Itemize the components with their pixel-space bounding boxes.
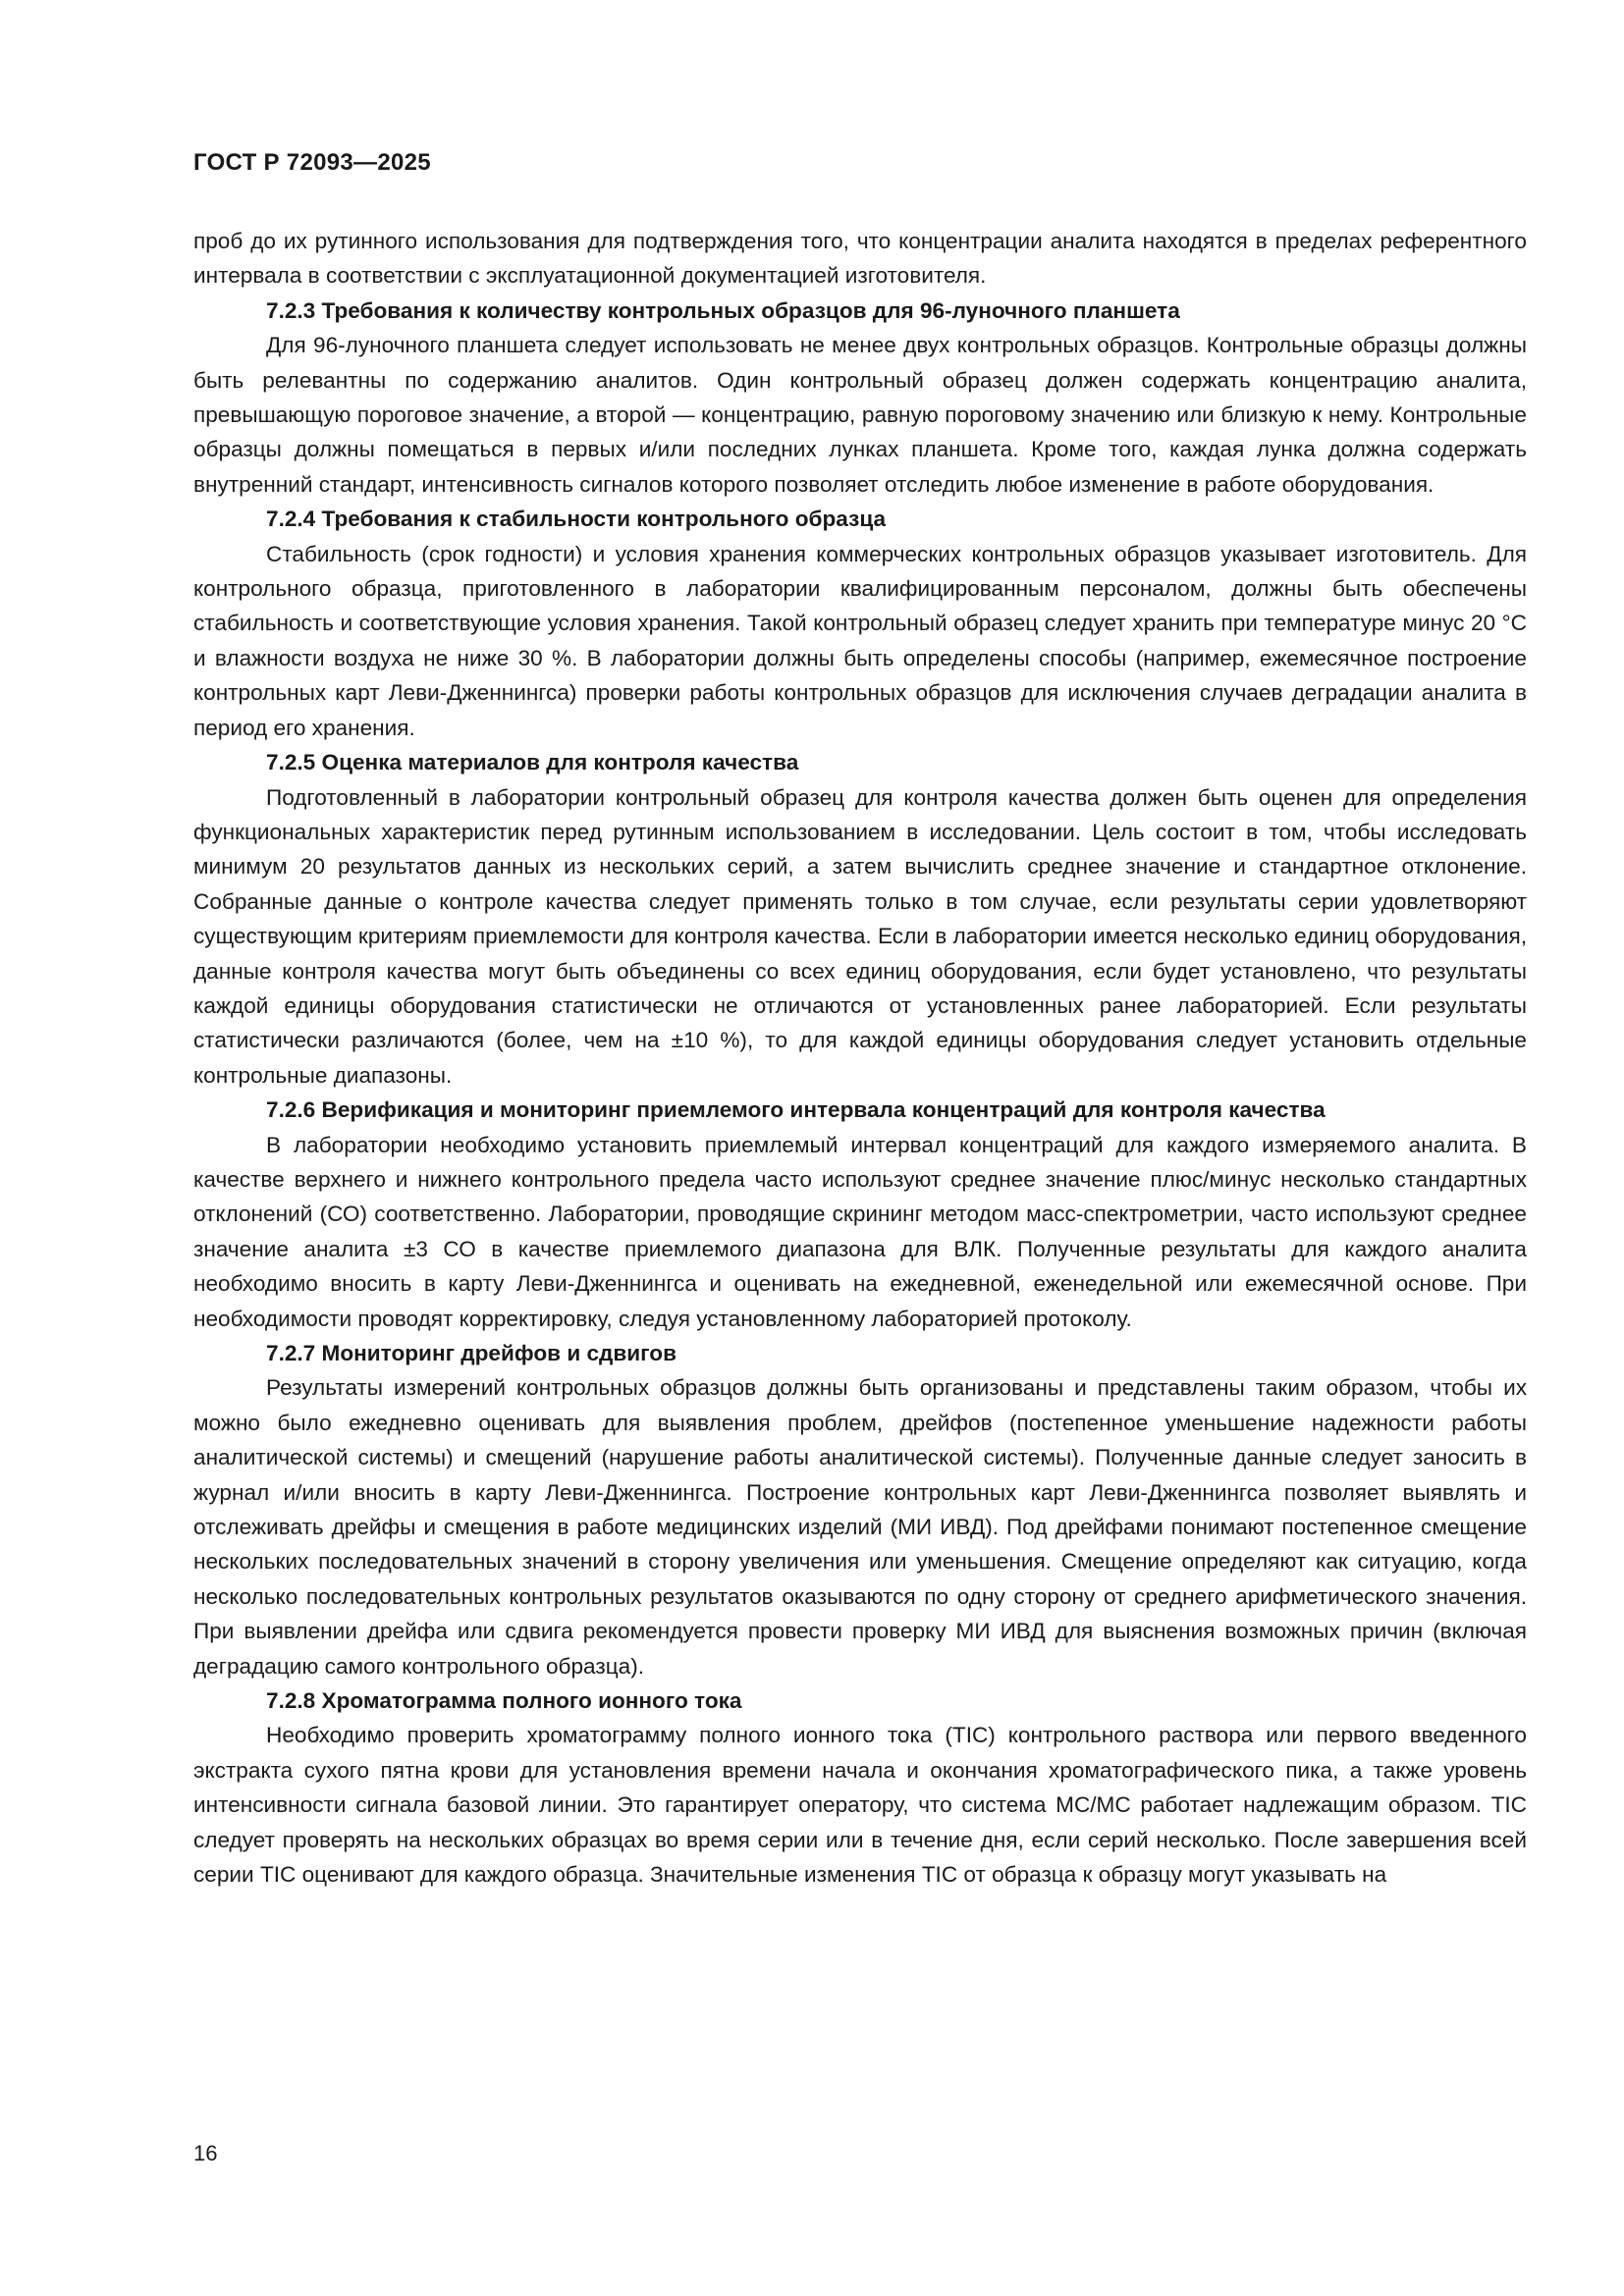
page-number: 16: [193, 2141, 218, 2165]
section-text-7-2-7: Результаты измерений контрольных образцов должны быть организованы и представлены таким образом, чтобы их можно было ежедневно оценивать для выявления проблем, дрейфов (постепенное уменьшение надежности работы аналитической системы) и смещений (нарушение работы аналитической системы). Полученные данные следует заносить в журнал и/или вносить в карту Леви-Дженнингса. Построение контрольных карт Леви-Дженнингса позволяет выявлять и отслеживать дрейфы и смещения в работе медицинских изделий (МИ ИВД). Под дрейфами понимают постепенное смещение нескольких последовательных значений в сторону увеличения или уменьшения. Смещение определяют как ситуацию, когда несколько последовательных контрольных результатов оказываются по одну сторону от среднего арифметического значения. При выявлении дрейфа или сдвига рекомендуется провести проверку МИ ИВД для выяснения возможных причин (включая деградацию самого контрольного образца).: [193, 1375, 1527, 1679]
section-text-7-2-4: Стабильность (срок годности) и условия хранения коммерческих контрольных образцов указывает изготовитель. Для контрольного образца, приготовленного в лаборатории квалифицированным персоналом, должны быть обеспечены стабильность и соответствующие условия хранения. Такой контрольный образец следует хранить при температуре минус 20 °C и влажности воздуха не ниже 30 %. В лаборатории должны быть определены способы (например, ежемесячное построение контрольных карт Леви-Дженнингса) проверки работы контрольных образцов для исключения случаев деградации аналита в период его хранения.: [193, 541, 1527, 740]
document-body: [193, 224, 1527, 1893]
section-heading-7-2-5: 7.2.5 Оценка материалов для контроля качества: [266, 750, 799, 775]
section-heading-7-2-3: 7.2.3 Требования к количеству контрольных образцов для 96-луночного планшета: [266, 297, 1180, 323]
section-heading-7-2-8: 7.2.8 Хроматограмма полного ионного тока: [266, 1688, 742, 1714]
section-heading-7-2-7: 7.2.7 Мониторинг дрейфов и сдвигов: [266, 1341, 677, 1365]
section-text-7-2-6: В лаборатории необходимо установить приемлемый интервал концентраций для каждого измеряемого аналита. В качестве верхнего и нижнего контрольного предела часто используют среднее значение плюс/минус несколько стандартных отклонений (СО) соответственно. Лаборатории, проводящие скрининг методом масс-спектрометрии, часто используют среднее значение аналита ±3 СО в качестве приемлемого диапазона для ВЛК. Полученные результаты для каждого аналита необходимо вносить в карту Леви-Дженнингса и оценивать на ежедневной, еженедельной или ежемесячной основе. При необходимости проводят корректировку, следуя установленному лабораторией протоколу.: [193, 1132, 1527, 1331]
section-heading-7-2-4: 7.2.4 Требования к стабильности контрольного образца: [266, 507, 887, 532]
lead-paragraph: проб до их рутинного использования для подтверждения того, что концентрации аналита находятся в пределах референтного интервала в соответствии с эксплуатационной документацией изготовителя.: [193, 229, 1527, 289]
section-text-7-2-3: Для 96-луночного планшета следует использовать не менее двух контрольных образцов. Контрольные образцы должны быть релевантны по содержанию аналитов. Один контрольный образец должен содержать концентрацию аналита, превышающую пороговое значение, а второй — концентрацию, равную пороговому значению или близкую к нему. Контрольные образцы должны помещаться в первых и/или последних лунках планшета. Кроме того, каждая лунка должна содержать внутренний стандарт, интенсивность сигналов которого позволяет отследить любое изменение в работе оборудования.: [193, 333, 1527, 497]
document-header: ГОСТ Р 72093—2025: [193, 149, 431, 176]
section-text-7-2-8: Необходимо проверить хроматограмму полного ионного тока (TIC) контрольного раствора или первого введенного экстракта сухого пятна крови для установления времени начала и окончания хроматографического пика, а также уровень интенсивности сигнала базовой линии. Это гарантирует оператору, что система МС/МС работает надлежащим образом. TIC следует проверять на нескольких образцах во время серии или в течение дня, если серий несколько. После завершения всей серии TIC оценивают для каждого образца. Значительные изменения TIC от образца к образцу могут указывать на: [193, 1723, 1527, 1888]
section-text-7-2-5: Подготовленный в лаборатории контрольный образец для контроля качества должен быть оценен для определения функциональных характеристик перед рутинным использованием в исследовании. Цель состоит в том, чтобы исследовать минимум 20 результатов данных из нескольких серий, а затем вычислить среднее значение и стандартное отклонение. Собранные данные о контроле качества следует применять только в том случае, если результаты серии удовлетворяют существующим критериям приемлемости для контроля качества. Если в лаборатории имеется несколько единиц оборудования, данные контроля качества могут быть объединены со всех единиц оборудования, если будет установлено, что результаты каждой единицы оборудования статистически не отличаются от установленных ранее лабораторией. Если результаты статистически различаются (более, чем на ±10 %), то для каждой единицы оборудования следует установить отдельные контрольные диапазоны.: [193, 784, 1527, 1088]
section-heading-7-2-6: 7.2.6 Верификация и мониторинг приемлемого интервала концентраций для контроля качества: [266, 1097, 1326, 1123]
